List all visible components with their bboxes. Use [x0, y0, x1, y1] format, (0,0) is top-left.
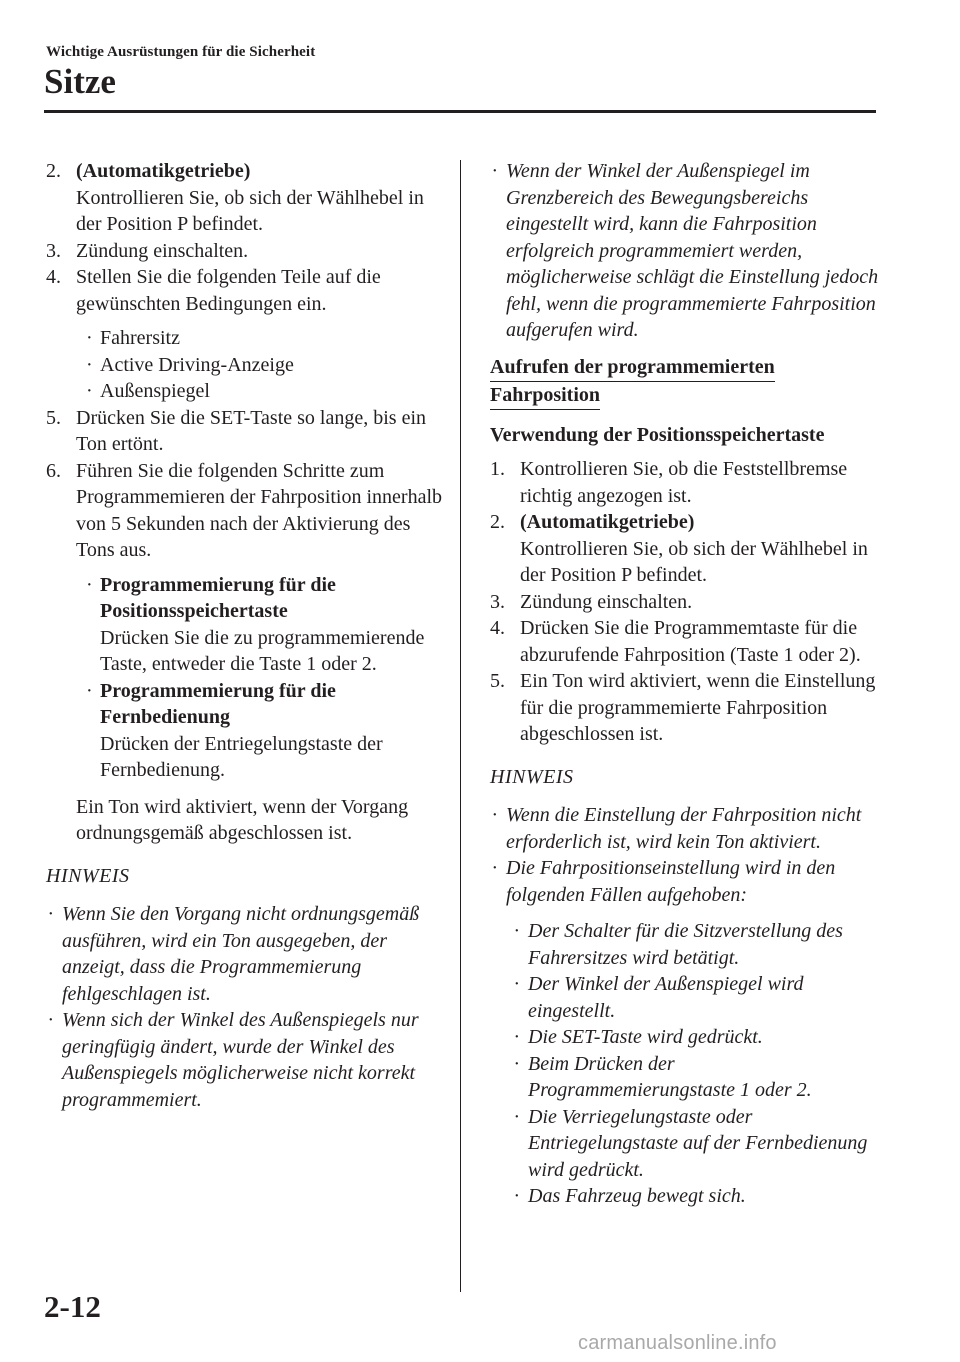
section-heading	[490, 354, 775, 410]
bullet-dot-icon: ·	[514, 1105, 519, 1128]
page-title: Sitze	[44, 62, 116, 101]
step-text: Stellen Sie die folgenden Teile auf die gewünschten Bedingungen ein.	[76, 266, 381, 315]
bullet-dot-icon: ·	[514, 1052, 519, 1075]
note-item: · Die Fahrpositionseinstellung wird in den folgenden Fällen aufgehoben:	[492, 857, 836, 906]
bullet-dot-icon: ·	[514, 1185, 519, 1207]
step-number: 2.	[490, 511, 505, 533]
step-title: (Automatikgetriebe)	[76, 160, 251, 182]
watermark: carmanualsonline.info	[578, 1332, 777, 1354]
bullet-dot-icon: ·	[514, 973, 519, 995]
subheading: Verwendung der Positionsspeichertaste	[490, 423, 825, 446]
step-text: Kontrollieren Sie, ob sich der Wählhebel in der Position P befindet.	[76, 186, 424, 235]
list-item: · Die Verriegelungstaste oder Entriegelungstaste auf der Fernbedienung wird gedrückt.	[514, 1105, 868, 1181]
recall-step-2	[490, 509, 882, 589]
step-text: Kontrollieren Sie, ob die Feststellbremse richtig angezogen ist.	[520, 458, 848, 507]
bullet-dot-icon: ·	[48, 1009, 53, 1031]
list-item: · Das Fahrzeug bewegt sich.	[508, 1183, 882, 1210]
step-4	[46, 264, 446, 317]
step-6	[46, 458, 446, 564]
list-item	[76, 572, 446, 678]
note-item: · Wenn der Winkel der Außenspiegel im Grenzbereich des Bewegungsbereichs eingestellt wird, kann die Fahrposition erfolgreich programmemiert werden, möglicherweise schlägt die Einstellung jedoch fehl, wenn die programmemierte Fahrposition aufgerufen wird.	[492, 160, 879, 341]
item-text: Drücken Sie die zu programmemierende Taste, entweder die Taste 1 oder 2.	[100, 626, 425, 675]
step-number: 1.	[490, 458, 505, 480]
step-title: (Automatikgetriebe)	[520, 511, 695, 533]
column-divider	[460, 160, 461, 1292]
step-4-items	[76, 325, 446, 405]
note-list	[46, 901, 446, 1113]
bullet-dot-icon: ·	[86, 380, 93, 402]
step-text: Drücken Sie die Programmemtaste für die abzurufende Fahrposition (Taste 1 oder 2).	[520, 617, 861, 666]
bullet-dot-icon: ·	[86, 327, 93, 349]
cancel-cases	[508, 918, 882, 1210]
item-title: Programmemierung für die Positionsspeichertaste	[100, 573, 336, 622]
step-text: Zündung einschalten.	[520, 590, 693, 613]
note-label: HINWEIS	[490, 765, 574, 788]
step-3	[46, 238, 446, 265]
recall-step-1	[490, 456, 882, 509]
note-item: · Wenn Sie den Vorgang nicht ordnungsgemäß ausführen, wird ein Ton ausgegeben, der anzeigt, dass die Programmemierung fehlgeschlagen ist.	[48, 903, 420, 1005]
bullet-dot-icon: ·	[86, 573, 93, 596]
note-label: HINWEIS	[46, 864, 130, 887]
note-list-continued	[490, 158, 882, 344]
step-number: 2.	[46, 160, 61, 182]
step-text: Kontrollieren Sie, ob sich der Wählhebel in der Position P befindet.	[520, 537, 868, 586]
bullet-dot-icon: ·	[514, 920, 519, 942]
recall-step-5	[490, 668, 882, 748]
section-kicker: Wichtige Ausrüstungen für die Sicherheit	[46, 44, 316, 60]
step-number: 4.	[490, 617, 505, 639]
step-6-items	[76, 572, 446, 784]
step-text: Führen Sie die folgenden Schritte zum Programmemieren der Fahrposition innerhalb von 5 Sekunden nach der Aktivierung des Tons aus.	[76, 459, 443, 561]
bullet-dot-icon: ·	[514, 1026, 519, 1048]
right-column	[490, 158, 882, 1210]
step-number: 3.	[46, 239, 61, 262]
step-number: 3.	[490, 590, 505, 613]
confirmation-text: Ein Ton wird aktiviert, wenn der Vorgang ordnungsgemäß abgeschlossen ist.	[76, 795, 409, 844]
note-item: · Wenn sich der Winkel des Außenspiegels nur geringfügig ändert, wurde der Winkel des Außenspiegels möglicherweise nicht korrekt programmemiert.	[48, 1009, 419, 1111]
step-number: 5.	[46, 406, 61, 429]
step-5	[46, 405, 446, 458]
step-number: 4.	[46, 266, 61, 288]
list-item: · Der Winkel der Außenspiegel wird eingestellt.	[514, 973, 804, 1022]
item-title: Programmemierung für die Fernbedienung	[100, 679, 336, 728]
bullet-dot-icon: ·	[492, 804, 497, 826]
list-item	[76, 678, 446, 784]
step-text: Ein Ton wird aktiviert, wenn die Einstellung für die programmemierte Fahrposition abgeschlossen ist.	[520, 670, 876, 745]
bullet-dot-icon: ·	[492, 857, 497, 879]
bullet-dot-icon: ·	[492, 160, 497, 182]
item-text: Drücken der Entriegelungstaste der Fernbedienung.	[100, 732, 383, 781]
section-heading-line-2: Fahrposition	[490, 382, 600, 410]
step-2	[46, 158, 446, 238]
list-item: · Fahrersitz	[76, 325, 446, 352]
note-item: · Wenn die Einstellung der Fahrposition nicht erforderlich ist, wird kein Ton aktiviert.	[492, 804, 862, 853]
recall-step-4	[490, 615, 882, 668]
recall-step-3	[490, 589, 882, 616]
section-heading-line-1: Aufrufen der programmemierten	[490, 354, 775, 382]
bullet-dot-icon: ·	[86, 353, 93, 376]
list-item: · Der Schalter für die Sitzverstellung des Fahrersitzes wird betätigt.	[514, 920, 843, 969]
bullet-dot-icon: ·	[86, 679, 93, 702]
note-list	[490, 802, 882, 1210]
list-item: · Active Driving-Anzeige	[76, 352, 446, 379]
step-text: Drücken Sie die SET-Taste so lange, bis ein Ton ertönt.	[76, 406, 427, 455]
step-text: Zündung einschalten.	[76, 239, 249, 262]
bullet-dot-icon: ·	[48, 903, 53, 925]
page-number: 2-12	[44, 1289, 101, 1324]
step-number: 6.	[46, 459, 61, 482]
list-item: · Außenspiegel	[76, 378, 446, 405]
list-item: · Beim Drücken der Programmemierungstaste 1 oder 2.	[514, 1052, 812, 1101]
list-item: · Die SET-Taste wird gedrückt.	[508, 1024, 882, 1051]
step-number: 5.	[490, 670, 505, 692]
left-column	[46, 158, 446, 1113]
title-rule	[44, 110, 876, 113]
